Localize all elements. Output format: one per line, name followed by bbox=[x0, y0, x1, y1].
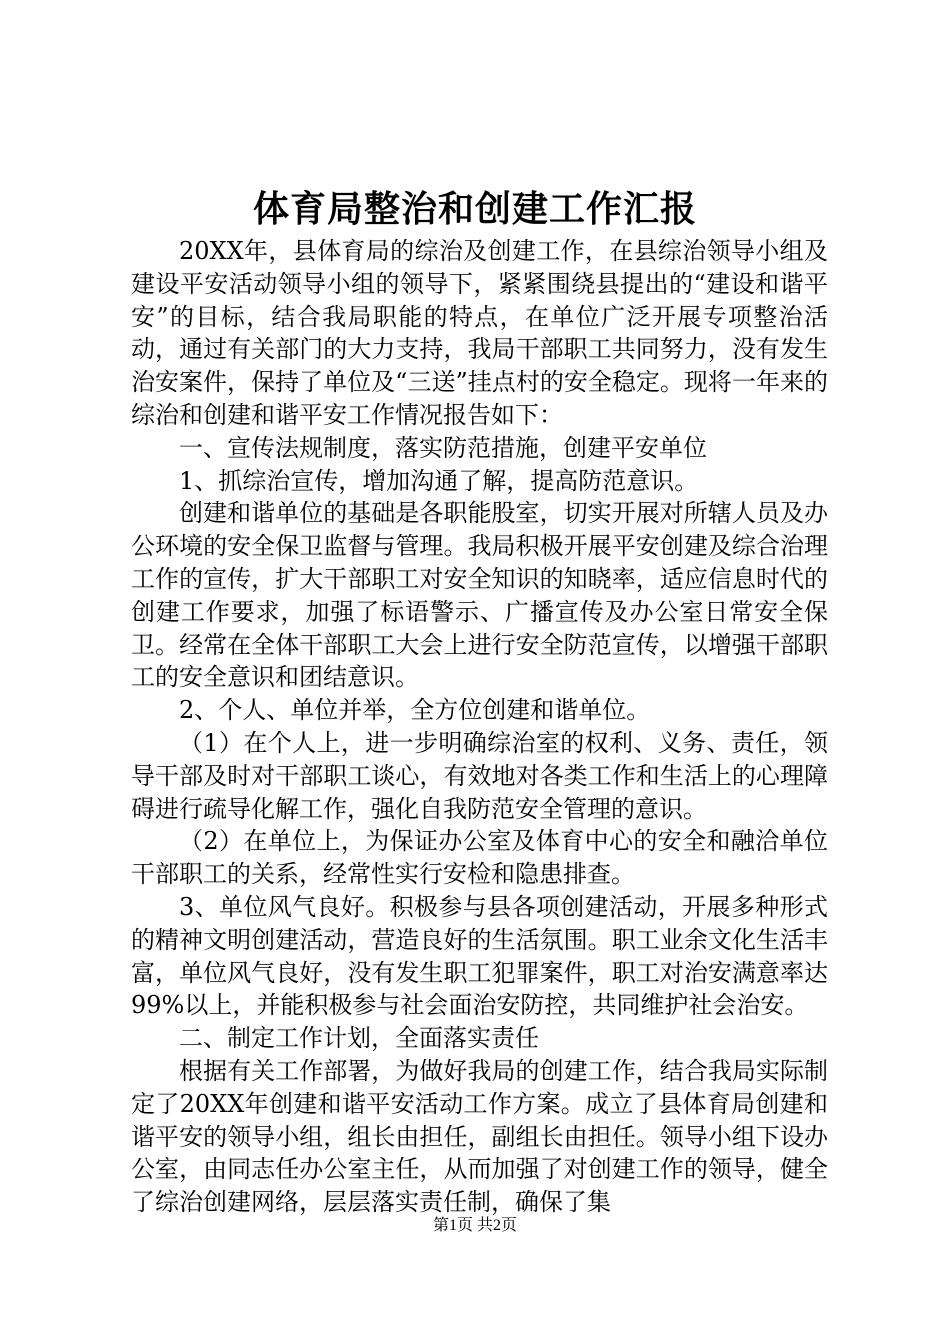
heading-section-1: 一、宣传法规制度，落实防范措施，创建平安单位 bbox=[179, 433, 707, 462]
paragraph-unit: （2）在单位上，为保证办公室及体育中心的安全和融洽单位干部职工的关系，经常性实行安检和隐患排查。 bbox=[131, 827, 828, 889]
heading-section-2: 二、制定工作计划，全面落实责任 bbox=[179, 1024, 539, 1053]
subheading-3-paragraph: 3、单位风气良好。积极参与县各项创建活动，开展多种形式的精神文明创建活动，营造良好的生活氛围。职工业余文化生活丰富，单位风气良好，没有发生职工犯罪案件，职工对治安满意率达99%以上，并能积极参与社会面治安防控，共同维护社会治安。 bbox=[131, 892, 828, 1020]
paragraph-publicity: 创建和谐单位的基础是各职能股室，切实开展对所辖人员及办公环境的安全保卫监督与管理。我局积极开展平安创建及综合治理工作的宣传，扩大干部职工对安全知识的知晓率，适应信息时代的创建工作要求，加强了标语警示、广播宣传及办公室日常安全保卫。经常在全体干部职工大会上进行安全防范宣传，以增强干部职工的安全意识和团结意识。 bbox=[131, 499, 828, 692]
subheading-2: 2、个人、单位并举，全方位创建和谐单位。 bbox=[179, 696, 651, 725]
paragraph-individual: （1）在个人上，进一步明确综治室的权利、义务、责任，领导干部及时对干部职工谈心，有效地对各类工作和生活上的心理障碍进行疏导化解工作，强化自我防范安全管理的意识。 bbox=[131, 728, 828, 823]
paragraph-intro: 20XX年，县体育局的综治及创建工作，在县综治领导小组及建设平安活动领导小组的领导下，紧紧围绕县提出的“建设和谐平安”的目标，结合我局职能的特点，在单位广泛开展专项整治活动，通过有关部门的大力支持，我局干部职工共同努力，没有发生治安案件，保持了单位及“三送”挂点村的安全稳定。现将一年来的综治和创建和谐平安工作情况报告如下： bbox=[131, 237, 828, 429]
document-title: 体育局整治和创建工作汇报 bbox=[252, 188, 697, 230]
document-body bbox=[131, 235, 828, 1219]
paragraph-plan: 根据有关工作部署，为做好我局的创建工作，结合我局实际制定了20XX年创建和谐平安活动工作方案。成立了县体育局创建和谐平安的领导小组，组长由担任，副组长由担任。领导小组下设办公室，由同志任办公室主任，从而加强了对创建工作的领导，健全了综治创建网络，层层落实责任制，确保了集 bbox=[131, 1056, 828, 1217]
page-footer: 第1页 共2页 bbox=[432, 1217, 517, 1234]
subheading-1: 1、抓综治宣传，增加沟通了解，提高防范意识。 bbox=[179, 466, 699, 495]
